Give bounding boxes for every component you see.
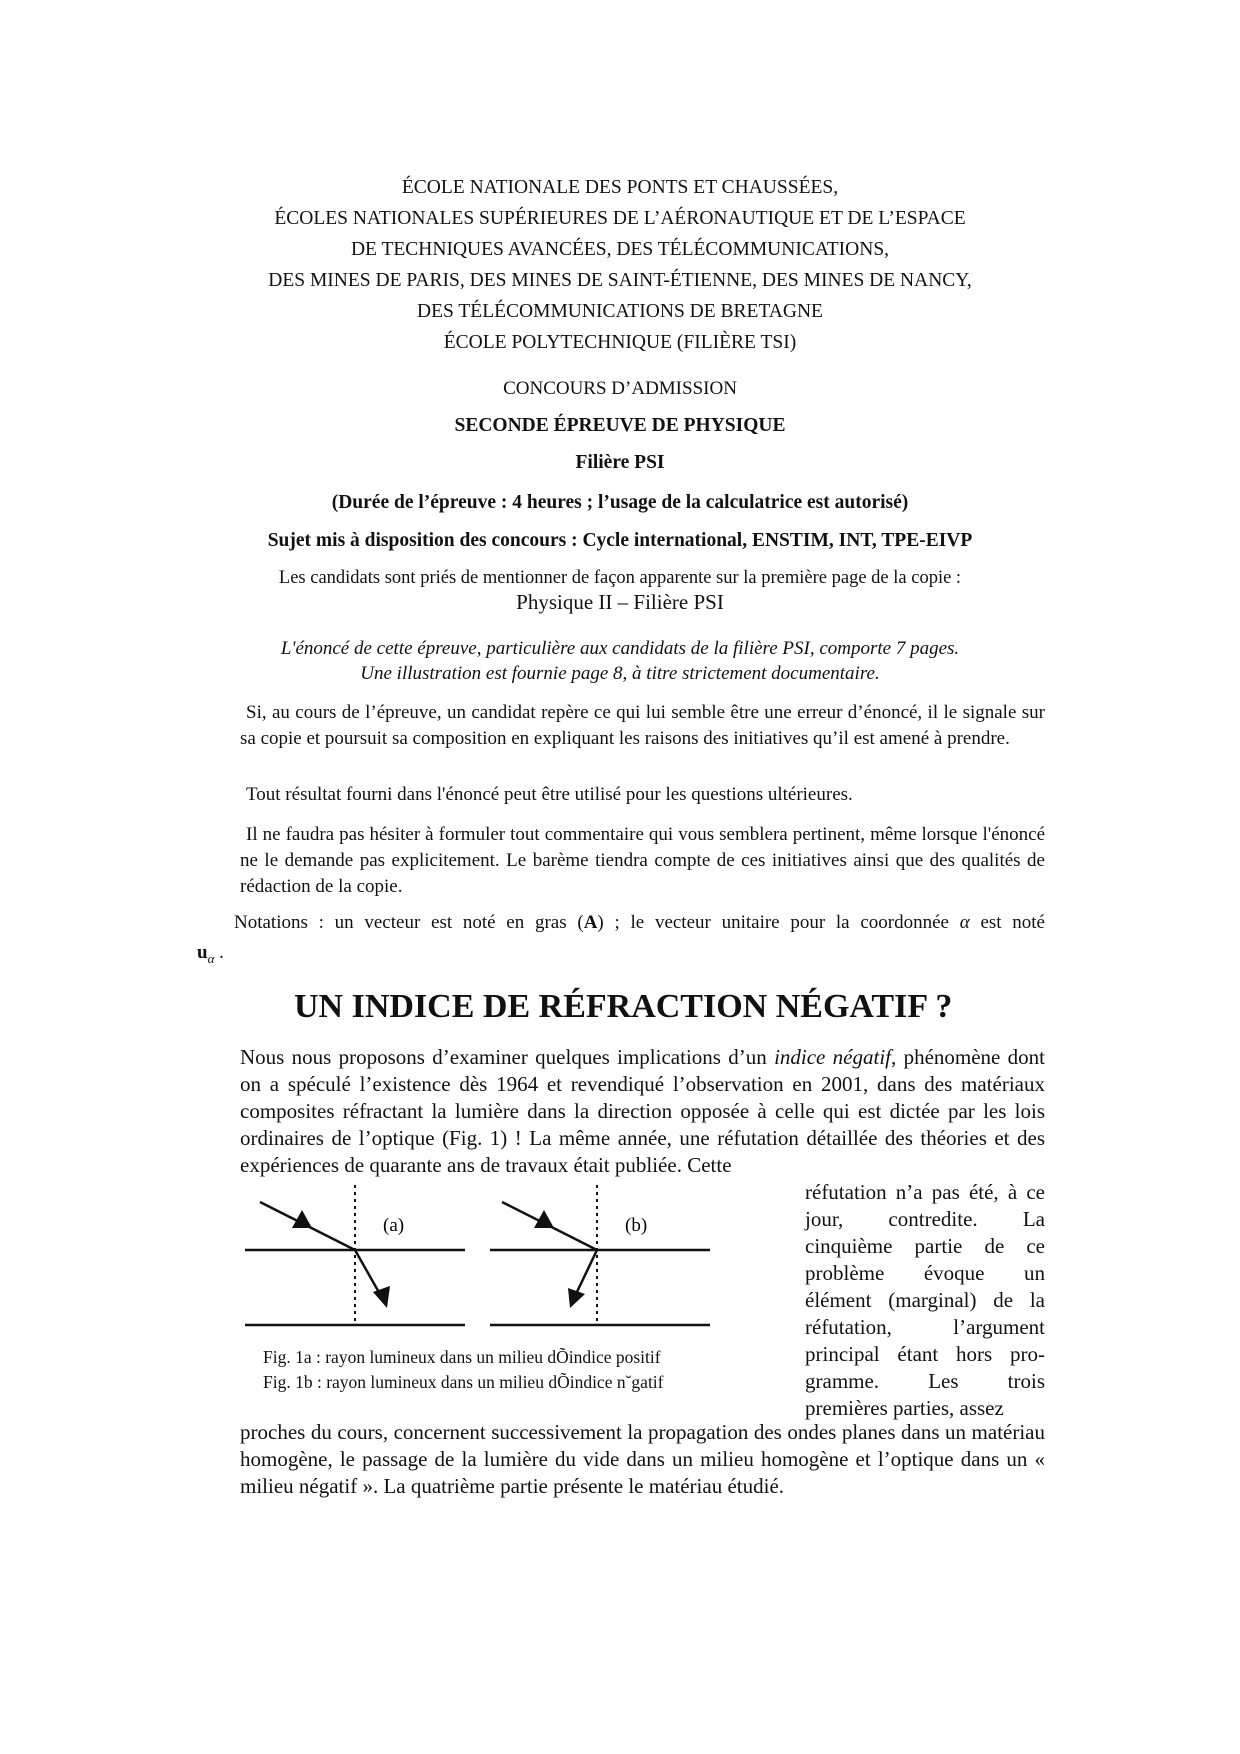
enonce-pages-note: L'énoncé de cette épreuve, particulière aux candidats de la filière PSI, comporte 7 pages. xyxy=(280,638,960,659)
refracted-ray-negative xyxy=(576,1250,597,1294)
notations-text: ) ; le vecteur unitaire pour la coordonnée xyxy=(597,912,960,933)
header-line: ÉCOLE POLYTECHNIQUE (FILIÈRE TSI) xyxy=(443,332,797,353)
sujet-note: Sujet mis à disposition des concours : Cycle international, ENSTIM, INT, TPE-EIVP xyxy=(267,530,973,551)
intro-text: , phénomène dont on a spéculé l’existence dès 1964 et revendiqué l’observation en 2001, dans des matériaux composites réfractant la lumière dans la direction opposée à celle qui est dictée par les lois ordinaires de l’optique (Fig. 1) ! La même année, une réfutation détaillée des théories et des expériences de quarante ans de travaux était publiée. Cette xyxy=(240,1045,1046,1177)
header-line: ÉCOLES NATIONALES SUPÉRIEURES DE L’AÉRONAUTIQUE ET DE L’ESPACE xyxy=(274,208,966,229)
refracted-ray-arrowhead xyxy=(373,1286,390,1308)
intro-paragraph xyxy=(240,1044,1045,1179)
notations-text: Notations : un vecteur est noté en gras ( xyxy=(234,912,584,933)
figure-a xyxy=(245,1185,465,1325)
notations-bold-vector: A xyxy=(583,912,598,933)
concours-title: CONCOURS D’ADMISSION xyxy=(503,378,737,399)
problem-title: UN INDICE DE RÉFRACTION NÉGATIF ? xyxy=(294,988,953,1025)
final-paragraph: proches du cours, concernent successivement la propagation des ondes planes dans un matériau homogène, le passage de la lumière du vide dans un milieu homogène et l’optique dans un « milieu négatif ». La quatrième partie présente le matériau étudié. xyxy=(240,1420,1045,1498)
header-line: DE TECHNIQUES AVANCÉES, DES TÉLÉCOMMUNICATIONS, xyxy=(350,239,890,260)
header-line: DES MINES DE PARIS, DES MINES DE SAINT-ÉTIENNE, DES MINES DE NANCY, xyxy=(268,270,972,291)
figure-label-a: (a) xyxy=(383,1215,405,1236)
refraction-figure xyxy=(240,1180,740,1360)
header-line: ÉCOLE NATIONALE DES PONTS ET CHAUSSÉES, xyxy=(401,177,839,198)
header-line: DES TÉLÉCOMMUNICATIONS DE BRETAGNE xyxy=(417,301,823,322)
copie-title: Physique II – Filière PSI xyxy=(516,590,724,614)
intro-text: Nous nous proposons d’examiner quelques implications d’un xyxy=(240,1045,775,1069)
instruction-results-paragraph: Tout résultat fourni dans l'énoncé peut être utilisé pour les questions ultérieures. xyxy=(246,784,853,805)
unit-vector-symbol: u xyxy=(197,942,208,963)
unit-vector-subscript: α xyxy=(207,950,215,966)
notations-alpha: α xyxy=(959,912,970,933)
illustration-note: Une illustration est fournie page 8, à titre strictement documentaire. xyxy=(360,663,880,684)
notations-text: est noté xyxy=(969,912,1045,933)
figure-label-b: (b) xyxy=(625,1215,648,1236)
figure-caption-b: Fig. 1b : rayon lumineux dans un milieu dÕindice n˘gatif xyxy=(263,1372,664,1392)
epreuve-title: SECONDE ÉPREUVE DE PHYSIQUE xyxy=(454,415,786,436)
instruction-error-paragraph: Si, au cours de l’épreuve, un candidat repère ce qui lui semble être une erreur d’énoncé, il le signale sur sa copie et poursuit sa composition en expliquant les raisons des initiatives qu’il est amené à prendre. xyxy=(240,702,1045,749)
refracted-ray-positive xyxy=(355,1250,381,1296)
mention-instruction: Les candidats sont priés de mentionner de façon apparente sur la première page de la copie : xyxy=(278,568,962,588)
instruction-comment-paragraph: Il ne faudra pas hésiter à formuler tout commentaire qui vous semblera pertinent, même lorsque l'énoncé ne le demande pas explicitement. Le barème tiendra compte de ces initiatives ainsi que des qualités de rédaction de la copie. xyxy=(240,824,1045,897)
intro-italic-term: indice négatif xyxy=(774,1045,892,1069)
filiere-title: Filière PSI xyxy=(575,452,665,473)
duree-note: (Durée de l’épreuve : 4 heures ; l’usage de la calculatrice est autorisé) xyxy=(331,492,909,513)
figure-caption-a: Fig. 1a : rayon lumineux dans un milieu dÕindice positif xyxy=(263,1347,661,1367)
refracted-ray-arrowhead xyxy=(568,1288,585,1308)
school-header xyxy=(0,172,1240,358)
notations-paragraph xyxy=(234,912,1045,934)
side-paragraph: réfutation n’a pas été, à ce jour, contredite. La cinquième partie de ce problème évoque un élément (marginal) de la réfutation, l’argument principal étant hors programme. Les trois premières parties, assez xyxy=(805,1180,1045,1420)
unit-vector-notation xyxy=(197,942,224,967)
figure-b xyxy=(490,1185,710,1325)
unit-vector-dot: . xyxy=(214,942,224,963)
